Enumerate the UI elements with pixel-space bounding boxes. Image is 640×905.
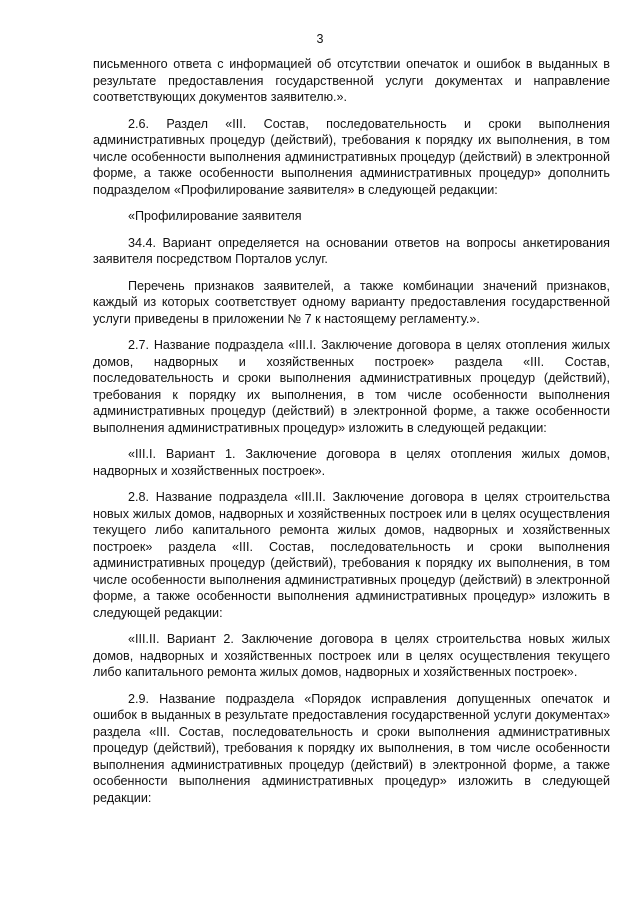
paragraph-variant-2: «III.II. Вариант 2. Заключение договора в целях строительства новых жилых домов, надворных и хозяйственных построек или в целях осуществления текущего либо капитального ремонта жилых домов, надворных и хозяйственных построек». <box>93 632 610 679</box>
paragraph-2-8: 2.8. Название подраздела «III.II. Заключение договора в целях строительства новых жилых домов, надворных и хозяйственных построек или в целях осуществления текущего либо капитального ремонта жилых домов, надворных и хозяйственных построек» раздела «III. Состав, последовательность и сроки выполнения административных процедур (действий), требования к порядку их выполнения, в том числе особенности выполнения административных процедур (действий) в электронной форме, а также особенности выполнения административных процедур» изложить в следующей редакции: <box>93 490 610 620</box>
paragraph-criteria-list: Перечень признаков заявителей, а также комбинации значений признаков, каждый из которых соответствует одному варианту предоставления государственной услуги приведены в приложении № 7 к настоящему регламенту.». <box>93 278 610 326</box>
paragraph-2-6: 2.6. Раздел «III. Состав, последовательность и сроки выполнения административных процедур (действий), требования к порядку их выполнения, в том числе особенности выполнения административных процедур (действий) в электронной форме, а также особенности выполнения административных процедур» дополнить подразделом «Профилирование заявителя» в следующей редакции: <box>93 116 610 197</box>
document-body <box>93 56 610 816</box>
paragraph-2-7: 2.7. Название подраздела «III.I. Заключение договора в целях отопления жилых домов, надворных и хозяйственных построек» раздела «III. Состав, последовательность и сроки выполнения административных процедур (действий), требования к порядку их выполнения, в том числе особенности выполнения административных процедур (действий) в электронной форме, а также особенности выполнения административных процедур» изложить в следующей редакции: <box>93 338 610 435</box>
paragraph-34-4: 34.4. Вариант определяется на основании ответов на вопросы анкетирования заявителя посредством Порталов услуг. <box>93 235 610 266</box>
paragraph-continuation: письменного ответа с информацией об отсутствии опечаток и ошибок в выданных в результате предоставления государственной услуги документах и направление соответствующих документов заявителю.». <box>93 57 610 104</box>
paragraph-2-9: 2.9. Название подраздела «Порядок исправления допущенных опечаток и ошибок в выданных в результате предоставления государственной услуги документах» раздела «III. Состав, последовательность и сроки выполнения административных процедур (действий), требования к порядку их выполнения, в том числе особенности выполнения административных процедур (действий) в электронной форме, а также особенности выполнения административных процедур» изложить в следующей редакции: <box>93 691 610 805</box>
paragraph-subsection-title: «Профилирование заявителя <box>128 209 302 223</box>
page-number: 3 <box>316 32 324 46</box>
paragraph-variant-1: «III.I. Вариант 1. Заключение договора в целях отопления жилых домов, надворных и хозяйственных построек». <box>93 447 610 478</box>
